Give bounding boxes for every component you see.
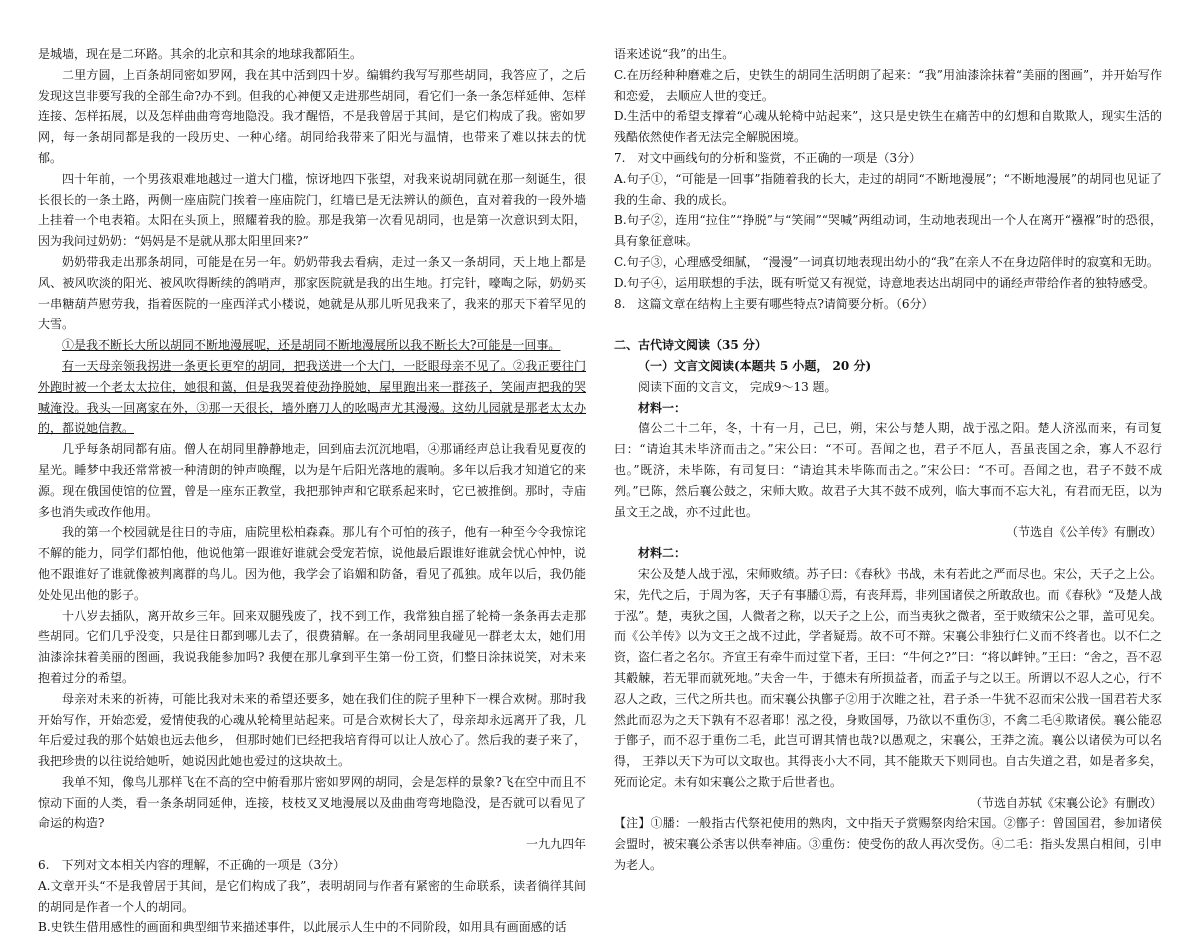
paragraph: 四十年前，一个男孩艰难地越过一道大门槛，惊讶地四下张望，对我来说胡同就在那一刻诞生，很长很长的一条土路，两侧一座庙院门挨着一座庙院门，红墙已是无法辨认的颜色，直对着我的一段外墙上挂着一个电表箱。太阳在头顶上，照耀着我的脸。那是我第一次看见胡同，也是第一次意识到太阳，因为我问过奶奶：“妈妈是不是就从那太阳里回来?” <box>38 171 586 249</box>
question-7: 7. 对文中画线句的分析和鉴赏，不正确的一项是（3分） <box>614 150 922 165</box>
source-note: （节选自《公羊传》有删改） <box>1005 525 1162 540</box>
paragraph: 二里方圆，上百条胡同密如罗网，我在其中活到四十岁。编辑约我写写那些胡同，我答应了，之后发现这岂非要写我的全部生命?办不到。但我的心神便又走进那些胡同，看它们一条一条怎样延伸、怎样连接、怎样拓展，以及怎样曲曲弯弯地隐没。我才醒悟，不是我曾居于其间，是它们构成了我。密如罗网，每一条胡同都是我的一段历史、一种心绪。胡同给我带来了阳光与温情，也带来了难以抹去的忧郁。 <box>38 67 586 165</box>
option-b: B.史铁生借用感性的画面和典型细节来描述事件，以此展示人生中的不同阶段，如用具有画面感的话 <box>38 920 567 935</box>
underlined-sentence: ①是我不断长大所以胡同不断地漫展呢，还是胡同不断地漫展所以我不断长大?可能是一回事。 <box>62 338 561 353</box>
paragraph: 十八岁去插队，离开故乡三年。回来双腿残废了，找不到工作，我常独自摇了轮椅一条条再去走那些胡同。它们几乎没变，只是往日都到哪儿去了，很费猜解。在一条胡同里我碰见一群老太太，她们用油漆涂抹着美丽的图画，我说我能参加吗? 我便在那儿拿到平生第一份工资，们整日涂抹说笑，对未来抱着过分的希望。 <box>38 608 586 685</box>
material-1-text: 僖公二十二年，冬，十有一月，己巳，朔，宋公与楚人期，战于泓之阳。楚人济泓而来，有司复曰：“请迨其未毕济而击之。”宋公曰：“不可。吾闻之也，君子不厄人，吾虽丧国之余，寡人不忍行也。”既济，未毕陈，有司复曰：“请迨其未毕陈而击之。”宋公曰：“不可。吾闻之也，君子不鼓不成列。”已陈，然后襄公鼓之，宋师大败。故君子大其不鼓不成列，临大事而不忘大礼，有君而无臣，以为虽文王之战，亦不过此也。 <box>614 421 1162 519</box>
section-heading: 二、古代诗文阅读（35 分） <box>614 338 767 353</box>
question-8: 8. 这篇文章在结构上主要有哪些特点?请简要分析。（6分） <box>614 296 934 311</box>
material-2-text: 宋公及楚人战于泓，宋师败绩。苏子曰：《春秋》书战，未有若此之严而尽也。宋公，天子之上公。宋，先代之后，于周为客，天子有事膰①焉，有丧拜焉，非列国诸侯之所敢敌也。而《春秋》“及楚人战于泓”。楚，夷狄之国，人微者之称，以天子之上公，而当夷狄之微者，至于败绩宋公之罪，盖可见矣。而《公羊传》以为文王之战不过此，学者疑焉。故不可不辩。宋襄公非独行仁义而不终者也。以不仁之资，盗仁者之名尔。齐宣王有牵牛而过堂下者，王曰：“牛何之?”曰：“将以衅钟。”王曰：“舍之，吾不忍其觳觫，若无罪而就死地。”夫舍一牛，于德未有所损益者，而孟子与之以王。所谓以不忍人之心，行不忍人之政，三代之所共也。而宋襄公执鄫子②用于次睢之社，君子杀一牛犹不忍而宋公戕一国君若犬豕然此而忍为之天下孰有不忍者耶！泓之役，身败国辱，乃欲以不重伤③，不禽二毛④欺诸侯。襄公能忍于鄫子，而不忍于重伤二毛，此岂可谓其情也哉?以愚观之，宋襄公，王莽之流。襄公以诸侯为可以名得， 王莽以天下为可以文取也。其得丧小大不同，其不能欺天下则同也。自古失道之君，如是者多矣，死而论定。未有如宋襄公之欺于后世者也。 <box>614 566 1162 789</box>
option-d: D.生活中的希望支撑着“心魂从轮椅中站起来”，这只是史铁生在痛苦中的幻想和自欺欺人，现实生活的残酷依然使作者无法完全解脱困境。 <box>614 109 1162 145</box>
paragraph: 我的第一个校园就是往日的寺庙，庙院里松柏森森。那儿有个可怕的孩子，他有一种至今令我惊诧不解的能力，同学们都怕他，他说他第一跟谁好谁就会受宠若惊，说他最后跟谁好谁就会忧心忡忡，说他不跟谁好了谁就像被判离群的鸟儿。因为他，我学会了谄媚和防备，看见了孤独。成年以后，我仍能处处见出他的影子。 <box>38 525 586 602</box>
question-6: 6. 下列对文本相关内容的理解，不正确的一项是（3分） <box>38 858 346 873</box>
option-b: B.句子②，连用“拉住”“挣脱”与“笑闹”“哭喊”两组动词，生动地表现出一个人在离开“襁褓”时的恐很， 具有象征意味。 <box>614 213 1162 249</box>
option-a: A.句子①，“可能是一回事”指随着我的长大，走过的胡同“不断地漫展”；“不断地漫展”的胡同也见证了我的生命、我的成长。 <box>614 171 1162 207</box>
spacer <box>614 314 1162 335</box>
option-c: C.在历经种种磨难之后，史铁生的胡同生活明朗了起来：“我”用油漆涂抹着“美丽的图画”，并开始写作和恋爱， 去顺应人世的变迁。 <box>614 67 1162 103</box>
subsection-heading: （一）文言文阅读(本题共 5 小题， 20 分) <box>638 358 872 373</box>
option-b-continued: 语来述说“我”的出生。 <box>614 47 735 61</box>
option-a: A.文章开头“不是我曾居于其间，是它们构成了我”，表明胡同与作者有紧密的生命联系，读者徜徉其间的胡同是作者一个人的胡同。 <box>38 878 586 914</box>
paragraph: 奶奶带我走出那条胡同，可能是在另一年。奶奶带我去看病，走过一条又一条胡同，天上地上都是风、被风吹淡的阳光、被风吹得断续的鸽哨声，那家医院就是我的出生地。打完针，嚎啕之际，奶奶买一串糖葫芦慰劳我，指着医院的一座西洋式小楼说，她就是从那儿听见我来了，我来的那天下着罕见的大雪。 <box>38 254 586 332</box>
date-line: 一九九四年 <box>525 837 586 852</box>
paragraph: 有一天母亲领我拐进一条更长更窄的胡同，把我送进一个大门，一眨眼母亲不见了。②我正要往门外跑时被一个老太太拉住，她很和蔼，但是我哭着使劲挣脱她，屋里跑出来一群孩子，笑闹声把我的哭喊淹没。我头一回离家在外，③那一天很长，墙外磨刀人的吆喝声尤其漫漫。这幼儿园就是那老太太办的，都说她信教。 <box>38 358 586 436</box>
annotation-note: 【注】①膰：一般指古代祭祀使用的熟肉，文中指天子赏赐祭肉给宋国。②鄫子：曾国国君，参加诸侯会盟时，被宋襄公杀害以供奉神庙。③重伤：使受伤的敌人再次受伤。④二毛：指头发黑白相间，引申为老人。 <box>614 816 1162 873</box>
material-2-label: 材料二： <box>638 546 687 561</box>
paragraph: 是城墙，现在是二环路。其余的北京和其余的地球我都陌生。 <box>38 47 363 61</box>
source-note: （节选自苏轼《宋襄公论》有删改） <box>969 795 1162 810</box>
paragraph: 母亲对未来的祈祷，可能比我对未来的希望还要多，她在我们住的院子里种下一棵合欢树。那时我开始写作，开始恋爱，爱情使我的心魂从轮椅里站起来。可是合欢树长大了，母亲却永远离开了我，几年后爱过我的那个姑娘也远去他乡， 但那时她们已经把我培育得可以让人放心了。然后我的妻子来了，我把珍贵的以往说给她听，她说因此她也爱过的这块故土。 <box>38 691 586 769</box>
right-column <box>614 44 1162 876</box>
paragraph: 几乎每条胡同都有庙。僧人在胡同里静静地走，回到庙去沉沉地唱，④那诵经声总让我看见夏夜的星光。睡梦中我还常常被一种清朗的钟声唤醒，以为是午后阳光落地的震响。多年以后我才知道它的来源。现在俄国使馆的位置，曾是一座东正教堂，我把那钟声和它联系起来时，它已被推倒。那时，寺庙多也消失或改作他用。 <box>38 442 586 519</box>
option-d: D.句子④，运用联想的手法，既有听觉又有视觉，诗意地表达出胡同中的诵经声带给作者的独特感受。 <box>614 275 1156 290</box>
left-column <box>38 44 586 938</box>
option-c: C.句子③，心理感受细腻， “漫漫”一词真切地表现出幼小的“我”在亲人不在身边陪伴时的寂寞和无助。 <box>614 254 1159 269</box>
instruction: 阅读下面的文言文， 完成9～13 题。 <box>638 379 837 394</box>
material-1-label: 材料一： <box>638 400 687 415</box>
paragraph: 我单不知，像鸟儿那样飞在不高的空中俯看那片密如罗网的胡同，会是怎样的景象?飞在空中而且不惊动下面的人类，看一条条胡同延伸，连接，枝枝叉叉地漫展以及曲曲弯弯地隐没，是否就可以看见了命运的构造? <box>38 774 586 831</box>
